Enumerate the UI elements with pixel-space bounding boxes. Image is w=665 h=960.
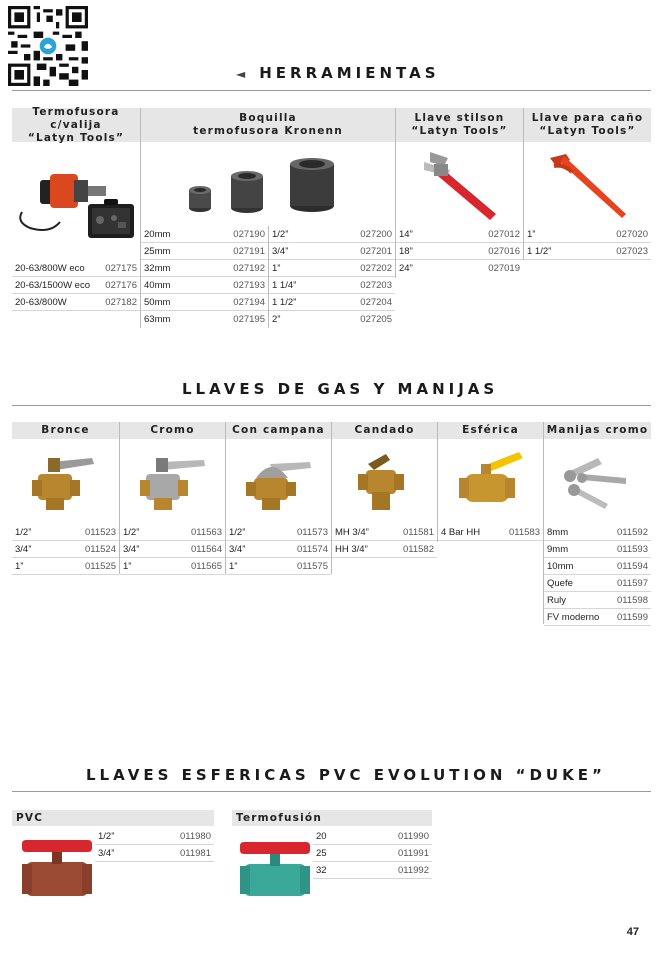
table-row: 63mm 027195 [144, 314, 265, 325]
page-number: 47 [626, 926, 639, 938]
table-row: 3/4” 027201 [269, 243, 395, 260]
table-row: 32mm 027192 [141, 260, 268, 277]
header-pvc: PVC [12, 810, 214, 826]
header-manijas-cromo: Manijas cromo [544, 422, 651, 439]
stilson-wrench-image [410, 146, 510, 222]
pvc-section-title: LLAVES ESFERICAS PVC EVOLUTION “DUKE” [86, 766, 606, 784]
header-cromo: Cromo [120, 422, 225, 439]
table-row: 1/2” 027200 [269, 226, 395, 243]
table-row: 3/4” 011524 [12, 541, 119, 558]
pipe-wrench-image [540, 146, 640, 222]
table-row: 8mm 011592 [544, 524, 651, 541]
table-row: 1/2” 011523 [12, 524, 119, 541]
table-row: 1 1/4” 027203 [269, 277, 395, 294]
table-row: Quefe 011597 [544, 575, 651, 592]
table-row: 50mm 027194 [141, 294, 268, 311]
header-con-campana: Con campana [226, 422, 331, 439]
table-row: 20-63/800W 027182 [12, 294, 140, 311]
table-row: 3/4” 011981 [95, 845, 214, 862]
section-divider [12, 90, 651, 91]
header-stilson: Llave stilson “Latyn Tools” [396, 108, 523, 142]
table-row: 1” 011575 [226, 558, 331, 575]
table-row: 9mm 011593 [544, 541, 651, 558]
arrow-left-icon: ◄ [236, 67, 250, 81]
table-row: 1/2” 011573 [226, 524, 331, 541]
bell-valve-image [244, 448, 316, 516]
ball-valve-yellow-image [455, 446, 531, 518]
table-row: 1/2” 011563 [120, 524, 225, 541]
table-row: 4 Bar HH 011583 [438, 524, 543, 541]
header-llave-cano: Llave para caño “Latyn Tools” [524, 108, 651, 142]
table-row: 25mm 027191 [141, 243, 268, 260]
section-divider [12, 405, 651, 406]
table-row: 1 1/2” 027204 [269, 294, 395, 311]
table-row: 40mm 027193 [141, 277, 268, 294]
table-row: 1” 011525 [12, 558, 119, 575]
table-row: 20 011990 [313, 828, 432, 845]
bronze-valve-image [30, 448, 102, 516]
table-row: MH 3/4” 011581 [332, 524, 437, 541]
table-row: 1 1/2” 027023 [524, 243, 651, 260]
header-termofusora: Termofusora c/valija “Latyn Tools” [12, 108, 140, 142]
qr-code-icon [8, 6, 88, 86]
table-row: HH 3/4” 011582 [332, 541, 437, 558]
termofusion-valve-image [238, 838, 312, 900]
table-row: 1” 027020 [524, 226, 651, 243]
table-row: 24” 027019 [399, 263, 520, 274]
termofusora-image [14, 160, 138, 240]
table-row: 1” 027202 [269, 260, 395, 277]
table-row: 20mm 027190 [141, 226, 268, 243]
table-row: 25 011991 [313, 845, 432, 862]
table-row: 20-63/800W eco 027175 [12, 260, 140, 277]
table-row: Ruly 011598 [544, 592, 651, 609]
table-row: 20-63/1500W eco 027176 [12, 277, 140, 294]
table-row: 3/4” 011574 [226, 541, 331, 558]
pvc-valve-image [20, 834, 94, 900]
header-termofusion: Termofusión [232, 810, 432, 826]
herramientas-title: ◄ HERRAMIENTAS [236, 64, 440, 82]
table-row: 10mm 011594 [544, 558, 651, 575]
padlock-valve-image [352, 446, 424, 518]
table-row: 18” 027016 [396, 243, 523, 260]
table-row: 32 011992 [313, 862, 432, 879]
table-row: FV moderno 011599 [544, 609, 651, 626]
table-row: 2” 027205 [272, 314, 392, 325]
chrome-handles-image [560, 452, 636, 512]
boquilla-image [180, 150, 350, 220]
header-esferica: Esférica [438, 422, 543, 439]
table-row: 1/2” 011980 [95, 828, 214, 845]
header-candado: Candado [332, 422, 437, 439]
gas-section-title: LLAVES DE GAS Y MANIJAS [182, 380, 499, 398]
chrome-valve-image [138, 448, 210, 516]
header-bronce: Bronce [12, 422, 119, 439]
table-row: 14” 027012 [396, 226, 523, 243]
header-boquilla: Boquilla termofusora Kronenn [141, 108, 395, 142]
table-row: 1” 011565 [120, 558, 225, 575]
table-row: 3/4” 011564 [120, 541, 225, 558]
section-divider [12, 791, 651, 792]
